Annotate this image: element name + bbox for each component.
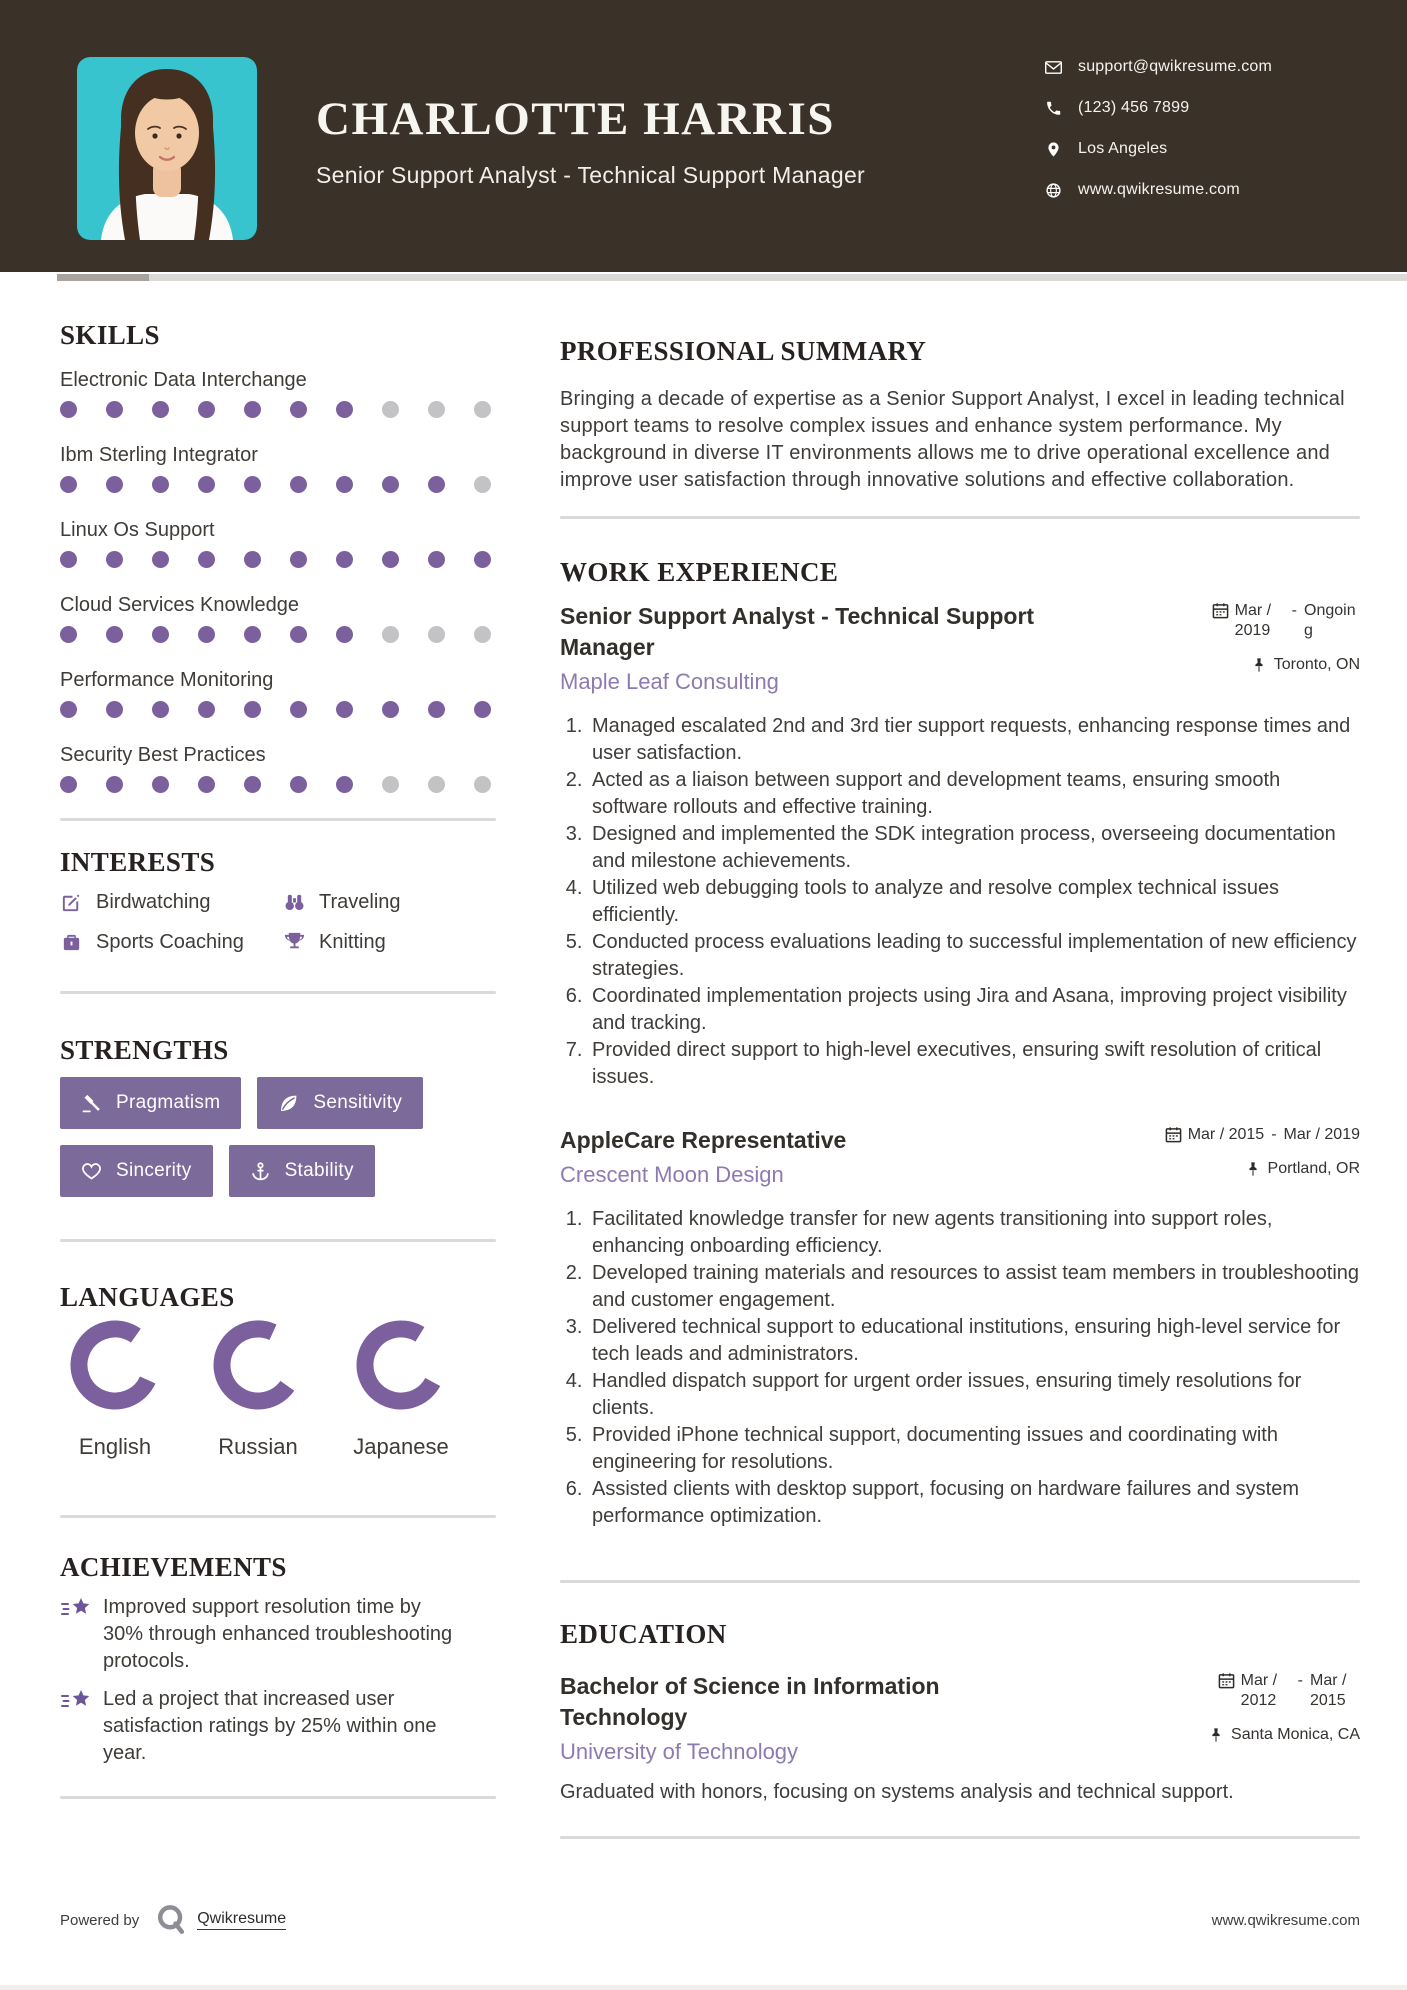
contact-email[interactable]	[1045, 57, 1272, 77]
work-heading: WORK EXPERIENCE	[560, 557, 839, 587]
contact-location-value: Los Angeles	[1078, 140, 1168, 157]
strength-badge	[257, 1077, 423, 1129]
strength-label: Pragmatism	[116, 1092, 221, 1113]
date-to: Mar / 2015	[1310, 1672, 1347, 1709]
rating-dot-filled	[60, 776, 77, 793]
education-note: Graduated with honors, focusing on systems analysis and technical support.	[560, 1781, 1234, 1803]
section-divider	[60, 1239, 496, 1242]
rating-dot-filled	[290, 476, 307, 493]
achievement-text: Improved support resolution time by 30% through enhanced troubleshooting protocols.	[103, 1596, 453, 1672]
rating-dot-empty	[428, 626, 445, 643]
strength-label: Sincerity	[116, 1160, 192, 1181]
degree-title: Bachelor of Science in Information Technology	[560, 1673, 940, 1730]
interest-item	[60, 891, 283, 914]
rating-dot-filled	[152, 701, 169, 718]
job-bullet: 3. Delivered technical support to educational institutions, ensuring high-level service for tech leads and administrators.	[588, 1314, 1360, 1368]
job-dates	[1155, 1125, 1360, 1145]
strength-badge	[60, 1145, 213, 1197]
rating-dot-empty	[474, 401, 491, 418]
language-item	[60, 1320, 170, 1460]
rating-dot-filled	[428, 476, 445, 493]
pushpin-icon	[1208, 1727, 1224, 1743]
shooting-star-icon	[60, 1596, 94, 1624]
skills-section	[60, 318, 496, 821]
language-arc	[70, 1320, 160, 1410]
skill-name: Security Best Practices	[60, 744, 266, 766]
globe-icon	[1045, 182, 1062, 199]
job-bullet: 4. Utilized web debugging tools to analyze and resolve complex technical issues efficiently.	[588, 875, 1360, 929]
briefcase-icon	[60, 931, 83, 954]
contact-phone[interactable]	[1045, 98, 1272, 118]
summary-section	[560, 334, 1360, 519]
language-item	[203, 1320, 313, 1460]
interests-section	[60, 845, 496, 994]
contact-phone-value: (123) 456 7899	[1078, 99, 1190, 116]
header	[0, 0, 1407, 272]
rating-dot-filled	[382, 701, 399, 718]
strength-badge	[229, 1145, 375, 1197]
rating-dot-empty	[428, 776, 445, 793]
job-bullet: 5. Provided iPhone technical support, documenting issues and coordinating with engineering for resolutions.	[588, 1422, 1360, 1476]
interests-heading: INTERESTS	[60, 847, 216, 877]
languages-heading: LANGUAGES	[60, 1282, 235, 1312]
page-bottom-edge	[0, 1985, 1407, 1990]
section-divider	[560, 1580, 1360, 1583]
rating-dot-filled	[60, 401, 77, 418]
rating-dot-filled	[290, 551, 307, 568]
interest-label: Knitting	[319, 931, 386, 953]
rating-dot-filled	[198, 401, 215, 418]
rating-dot-filled	[474, 551, 491, 568]
section-divider	[60, 818, 496, 821]
contact-website-value: www.qwikresume.com	[1078, 181, 1240, 198]
job-bullet: 6. Assisted clients with desktop support, focusing on hardware failures and system performance optimization.	[588, 1476, 1360, 1530]
rating-dot-filled	[336, 551, 353, 568]
section-divider	[560, 516, 1360, 519]
rating-dot-empty	[382, 776, 399, 793]
rating-dot-filled	[198, 701, 215, 718]
date-from: Mar / 2015	[1187, 1126, 1265, 1143]
calendar-icon	[1165, 1126, 1182, 1143]
skill-rating	[60, 401, 496, 418]
location-icon	[1045, 141, 1062, 158]
rating-dot-filled	[106, 476, 123, 493]
rating-dot-filled	[290, 401, 307, 418]
job-bullet-list	[560, 713, 1360, 1091]
shooting-star-icon	[60, 1688, 94, 1716]
rating-dot-filled	[336, 626, 353, 643]
rating-dot-filled	[106, 626, 123, 643]
qwikresume-brand-link[interactable]: Qwikresume	[197, 1910, 286, 1930]
qwikresume-logo-icon	[153, 1902, 189, 1938]
section-divider	[60, 1515, 496, 1518]
gavel-icon	[81, 1093, 102, 1114]
job-location-value: Portland, OR	[1267, 1160, 1360, 1177]
achievements-heading: ACHIEVEMENTS	[60, 1552, 287, 1582]
job-bullet: 2. Developed training materials and resources to assist team members in troubleshooting and customer engagement.	[588, 1260, 1360, 1314]
skill-name: Performance Monitoring	[60, 669, 274, 691]
job-title: Senior Support Analyst - Technical Support Manager	[560, 603, 1035, 660]
leaf-icon	[278, 1093, 299, 1114]
rating-dot-filled	[106, 551, 123, 568]
job-bullet: 4. Handled dispatch support for urgent order issues, ensuring timely resolutions for clients.	[588, 1368, 1360, 1422]
contact-website[interactable]	[1045, 180, 1272, 200]
skill-rating	[60, 626, 496, 643]
header-shadow-strip	[57, 274, 1407, 281]
achievement-item	[60, 1594, 496, 1675]
job-bullet: 3. Designed and implemented the SDK integration process, overseeing documentation and milestone achievements.	[588, 821, 1360, 875]
job-bullet: 1. Facilitated knowledge transfer for new agents transitioning into support roles, enhancing onboarding efficiency.	[588, 1206, 1360, 1260]
skill-rating	[60, 476, 496, 493]
job-bullet: 6. Coordinated implementation projects using Jira and Asana, improving project visibility and tracking.	[588, 983, 1360, 1037]
skill-item	[60, 593, 496, 643]
rating-dot-filled	[106, 701, 123, 718]
rating-dot-filled	[336, 401, 353, 418]
skill-rating	[60, 551, 496, 568]
rating-dot-filled	[428, 551, 445, 568]
section-divider	[560, 1836, 1360, 1839]
content	[0, 282, 1407, 1839]
skill-item	[60, 368, 496, 418]
achievement-text: Led a project that increased user satisfaction ratings by 25% within one year.	[103, 1688, 437, 1764]
skill-rating	[60, 776, 496, 793]
header-shadow-strip-thumb	[57, 274, 149, 281]
job-entry	[560, 601, 1360, 1091]
rating-dot-filled	[244, 401, 261, 418]
powered-by-label: Powered by	[60, 1911, 140, 1929]
date-separator: -	[1271, 1126, 1277, 1143]
skills-heading: SKILLS	[60, 320, 160, 350]
education-location	[1155, 1725, 1360, 1745]
rating-dot-filled	[244, 626, 261, 643]
job-company: Maple Leaf Consulting	[560, 669, 779, 694]
interest-label: Traveling	[319, 891, 401, 913]
job-bullet: 5. Conducted process evaluations leading to successful implementation of new efficiency strategies.	[588, 929, 1360, 983]
skill-item	[60, 668, 496, 718]
date-from: Mar / 2012	[1240, 1672, 1278, 1709]
rating-dot-filled	[290, 626, 307, 643]
language-label: Russian	[218, 1434, 298, 1459]
job-title: AppleCare Representative	[560, 1127, 847, 1153]
skill-name: Cloud Services Knowledge	[60, 594, 300, 616]
avatar	[77, 57, 257, 240]
phone-icon	[1045, 100, 1062, 117]
rating-dot-filled	[336, 701, 353, 718]
school-name: University of Technology	[560, 1739, 799, 1764]
rating-dot-filled	[198, 776, 215, 793]
interest-label: Birdwatching	[96, 891, 211, 913]
rating-dot-filled	[290, 776, 307, 793]
skill-rating	[60, 701, 496, 718]
calendar-icon	[1212, 602, 1229, 619]
rating-dot-filled	[60, 626, 77, 643]
education-location-value: Santa Monica, CA	[1231, 1726, 1360, 1743]
anchor-icon	[250, 1161, 271, 1182]
language-arc	[213, 1320, 303, 1410]
date-from: Mar / 2019	[1234, 602, 1272, 639]
section-divider	[60, 1796, 496, 1799]
rating-dot-empty	[474, 626, 491, 643]
date-separator: -	[1291, 602, 1297, 619]
contact-block	[1045, 57, 1272, 221]
edit-icon	[60, 891, 83, 914]
date-separator: -	[1297, 1672, 1303, 1689]
skill-item	[60, 443, 496, 493]
rating-dot-filled	[198, 551, 215, 568]
job-bullet-list	[560, 1206, 1360, 1530]
language-label: English	[78, 1434, 152, 1459]
job-bullet: 1. Managed escalated 2nd and 3rd tier support requests, enhancing response times and user satisfaction.	[588, 713, 1360, 767]
rating-dot-filled	[428, 701, 445, 718]
rating-dot-filled	[244, 701, 261, 718]
job-location	[1155, 655, 1360, 675]
heart-icon	[81, 1161, 102, 1182]
contact-location	[1045, 139, 1272, 159]
strength-label: Sensitivity	[313, 1092, 403, 1113]
skill-name: Electronic Data Interchange	[60, 369, 307, 391]
work-section	[560, 555, 1360, 1583]
rating-dot-filled	[60, 701, 77, 718]
interest-item	[60, 931, 283, 954]
date-to: Mar / 2019	[1283, 1126, 1360, 1143]
rating-dot-filled	[60, 476, 77, 493]
education-heading: EDUCATION	[560, 1619, 727, 1649]
person-job-title: Senior Support Analyst - Technical Support Manager	[316, 162, 865, 188]
rating-dot-filled	[382, 551, 399, 568]
email-icon	[1045, 59, 1062, 76]
rating-dot-filled	[244, 551, 261, 568]
achievements-section	[60, 1550, 496, 1799]
strengths-heading: STRENGTHS	[60, 1035, 229, 1065]
contact-email-value: support@qwikresume.com	[1078, 58, 1273, 75]
job-location	[1155, 1159, 1360, 1179]
rating-dot-filled	[152, 776, 169, 793]
rating-dot-filled	[106, 401, 123, 418]
person-name: CHARLOTTE HARRIS	[316, 93, 835, 145]
interest-label: Sports Coaching	[96, 931, 244, 953]
rating-dot-filled	[60, 551, 77, 568]
right-column	[560, 282, 1360, 1839]
rating-dot-filled	[152, 626, 169, 643]
strength-label: Stability	[284, 1160, 354, 1181]
rating-dot-filled	[382, 476, 399, 493]
date-to: Ongoing	[1304, 602, 1356, 639]
language-arc	[356, 1320, 446, 1410]
job-bullet: 2. Acted as a liaison between support and development teams, ensuring smooth software rollouts and effective training.	[588, 767, 1360, 821]
summary-text: Bringing a decade of expertise as a Senior Support Analyst, I excel in leading technical support teams to resolve complex issues and enhance system performance. My background in diverse IT environments allows me to drive operational excellence and improve user satisfaction through innovative solutions and effective collaboration.	[560, 388, 1345, 491]
pushpin-icon	[1245, 1161, 1261, 1177]
rating-dot-filled	[198, 476, 215, 493]
rating-dot-filled	[198, 626, 215, 643]
skill-item	[60, 518, 496, 568]
education-dates	[1155, 1671, 1360, 1711]
achievement-item	[60, 1686, 496, 1767]
rating-dot-filled	[244, 476, 261, 493]
job-company: Crescent Moon Design	[560, 1162, 784, 1187]
rating-dot-filled	[244, 776, 261, 793]
skill-item	[60, 743, 496, 793]
rating-dot-filled	[152, 401, 169, 418]
rating-dot-empty	[382, 626, 399, 643]
job-bullet: 7. Provided direct support to high-level executives, ensuring swift resolution of critical issues.	[588, 1037, 1360, 1091]
language-item	[346, 1320, 456, 1460]
job-entry	[560, 1125, 1360, 1530]
strengths-section	[60, 1033, 496, 1242]
rating-dot-filled	[474, 701, 491, 718]
skill-name: Ibm Sterling Integrator	[60, 444, 258, 466]
skill-name: Linux Os Support	[60, 519, 215, 541]
interest-item	[283, 891, 496, 914]
rating-dot-empty	[474, 776, 491, 793]
footer	[60, 1898, 1360, 1942]
rating-dot-filled	[152, 476, 169, 493]
summary-heading: PROFESSIONAL SUMMARY	[560, 336, 927, 366]
calendar-icon	[1218, 1672, 1235, 1689]
rating-dot-filled	[336, 776, 353, 793]
section-divider	[60, 991, 496, 994]
job-dates	[1155, 601, 1360, 641]
education-section	[560, 1617, 1360, 1839]
rating-dot-filled	[336, 476, 353, 493]
rating-dot-filled	[152, 551, 169, 568]
languages-section	[60, 1280, 496, 1518]
profile-photo	[77, 57, 257, 240]
rating-dot-empty	[382, 401, 399, 418]
left-column	[60, 282, 496, 1839]
footer-site-link[interactable]: www.qwikresume.com	[1211, 1911, 1360, 1929]
strength-badge	[60, 1077, 241, 1129]
language-label: Japanese	[353, 1434, 449, 1459]
binoculars-icon	[283, 891, 306, 914]
trophy-icon	[283, 931, 306, 954]
interest-item	[283, 931, 496, 954]
rating-dot-filled	[106, 776, 123, 793]
rating-dot-filled	[290, 701, 307, 718]
rating-dot-empty	[474, 476, 491, 493]
job-location-value: Toronto, ON	[1273, 656, 1360, 673]
rating-dot-empty	[428, 401, 445, 418]
pushpin-icon	[1251, 657, 1267, 673]
